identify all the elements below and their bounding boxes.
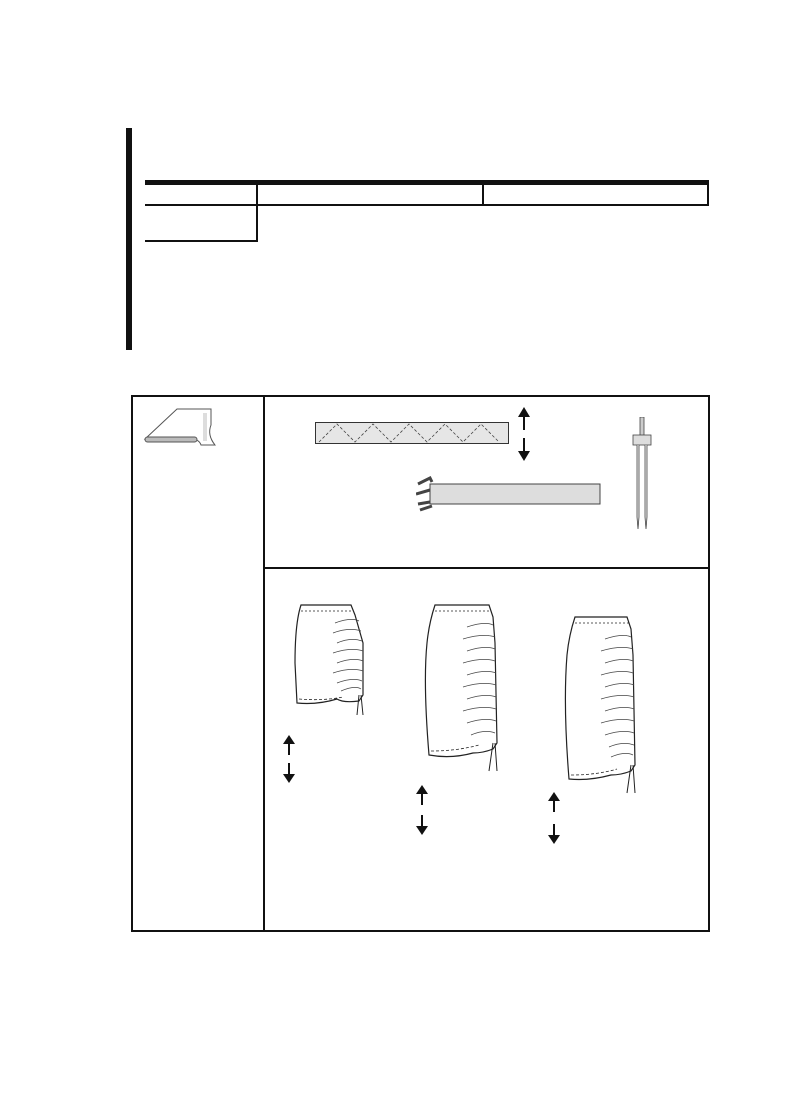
fabric-width-114 xyxy=(257,183,483,205)
size-label-es xyxy=(145,223,225,241)
section-bar xyxy=(126,128,132,350)
burda-easy-logo xyxy=(105,22,285,112)
divider xyxy=(263,567,710,569)
cord-icon xyxy=(416,476,601,512)
us-label xyxy=(225,223,257,241)
yardage-table xyxy=(145,180,709,242)
length-arrow-b-icon xyxy=(416,785,428,835)
skirt-view-c-illustration xyxy=(563,615,645,795)
us-size-row xyxy=(145,223,708,241)
divider xyxy=(263,397,265,930)
width-header-row xyxy=(145,183,708,205)
length-arrow-a-icon xyxy=(283,735,295,783)
skirt-view-b-illustration xyxy=(423,603,505,773)
skirt-view-a-illustration xyxy=(293,603,369,718)
eur-label xyxy=(225,205,257,223)
fabric-bolt-icon xyxy=(141,405,221,447)
double-arrow-icon xyxy=(517,407,531,461)
twin-needle-icon xyxy=(631,417,653,532)
notions-panel xyxy=(131,395,710,932)
fabric-width-140 xyxy=(483,183,709,205)
elastic-tape-icon xyxy=(315,422,509,444)
length-arrow-c-icon xyxy=(548,792,560,844)
eur-size-row xyxy=(145,205,708,223)
size-label xyxy=(145,205,225,223)
